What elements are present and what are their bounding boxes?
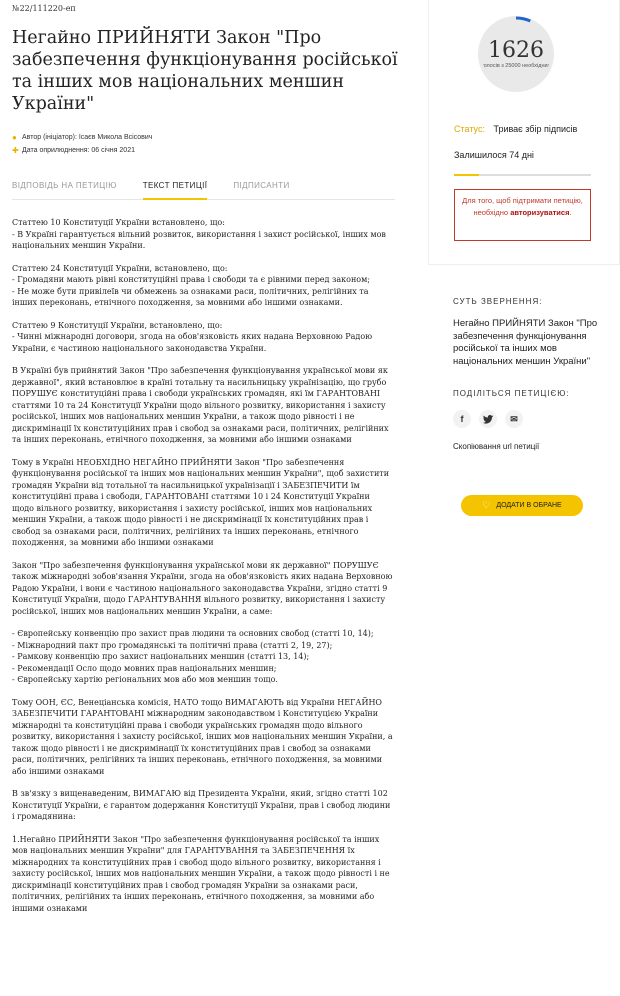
- time-progress-bar: [454, 174, 591, 176]
- plus-icon: ✚: [12, 146, 19, 155]
- facebook-icon[interactable]: f: [453, 410, 471, 428]
- body-paragraph: Тому в Україні НЕОБХІДНО НЕГАЙНО ПРИЙНЯТИ Закон "Про забезпечення функціонування російської та інших мов національних меншин України", щоб захистити громадян України від тотальної та насильницької українізації і ЗАБЕЗПЕЧИТИ їм конституційні права і свободи, ГАРАНТОВАНІ статтями 10 і 24 Конституції України щодо вільного розвитку, використання і захисту російської, інших мов національних меншин України, а також щодо рівності і не дискримінації їх конституційних прав і свобод за ознаками раси, політичних, релігійних та інших переконань, етнічного походження, за мовними або іншими ознаками: [12, 457, 390, 547]
- body-paragraph: - Європейську конвенцію про захист прав людини та основних свобод (статті 10, 14); - Міжнародний пакт про громадянські та політичні права (статті 2, 19, 27); - Рамкову конвенцію про захист національних меншин (статті 13, 14); - Рекомендації Осло щодо мовних прав національних меншин; - Європейську хартію регіональних мов або мов меншин тощо.: [12, 629, 374, 684]
- body-paragraph: Тому ООН, ЄС, Венеціанська комісія, НАТО тощо ВИМАГАЮТЬ від України НЕГАЙНО ЗАБЕЗПЕЧИТИ ГАРАНТОВАНІ міжнародним законодавством і Конституцією України міжнародні та конституційні права і свободи українських громадян щодо вільного розвитку, використання і захисту російської, інших мов національних меншин України, а також щодо рівності і не дискримінації їх конституційних прав і свобод за ознаками раси, політичних, релігійних та інших переконань, етнічного походження, за мовними або іншими ознаками: [12, 697, 393, 776]
- share-buttons: [453, 410, 531, 428]
- body-paragraph: Статтею 10 Конституції України встановлено, що: - В Україні гарантується вільний розвиток, використання і захист російської, інших мов національних меншин України.: [12, 218, 386, 250]
- status-label: Статус:: [454, 124, 485, 134]
- essence-title: СУТЬ ЗВЕРНЕННЯ:: [453, 297, 543, 306]
- signature-card: [428, 0, 620, 265]
- date-text: Дата оприлюднення: 06 січня 2021: [22, 147, 135, 154]
- body-paragraph: В Україні був прийнятий Закон "Про забезпечення функціонування української мови як державної", який встановлює в країні тотальну та насильницьку українізацію, що грубо ПОРУШУЄ конституційні права і свободи українських громадян, які їм ГАРАНТОВАНІ статтями 10 та 24 Конституції України щодо вільного розвитку, використання і захисту російської, інших мов національних меншин України, а також щодо рівності і не дискримінації їх конституційних прав і свобод за ознаками раси, політичних, релігійних та інших переконань, етнічного походження, за мовними або іншими ознаками: [12, 366, 389, 444]
- votes-count: 1626: [488, 37, 544, 63]
- body-paragraph: 1.Негайно ПРИЙНЯТИ Закон "Про забезпечення функціонування російської та інших мов національних меншин України" для ГАРАНТУВАННЯ та ЗАБЕЗПЕЧЕННЯ їх міжнародних та конституційних прав і свобод щодо вільного розвитку, використання і захисту російської, інших мов національних меншин України, а також щодо рівності і не дискримінації конституційних прав і свобод громадян України за ознаками раси, політичних, релігійних та інших переконань, етнічного походження, за мовними або іншими ознаками: [12, 834, 390, 913]
- essence-text: Негайно ПРИЙНЯТИ Закон "Про забезпечення функціонування російської та інших мов національних меншин України": [453, 318, 598, 367]
- heart-icon: ♡: [482, 500, 491, 510]
- votes-progress-arc: [478, 16, 554, 92]
- date-row: [12, 144, 404, 157]
- twitter-icon[interactable]: [479, 410, 497, 428]
- auth-notice: [454, 189, 591, 241]
- share-title: ПОДІЛІТЬСЯ ПЕТИЦІЄЮ:: [453, 389, 570, 398]
- petition-number: №22/111220-еп: [12, 4, 76, 13]
- body-paragraph: В зв'язку з вищенаведеним, ВИМАГАЮ від Президента України, який, згідно статті 102 Конституції України, є гарантом додержання Конституції України, прав і свобод людини і громадянина:: [12, 789, 391, 821]
- votes-counter: [478, 16, 554, 92]
- author-text: Автор (ініціатор): Ісаєв Микола Всісович: [22, 134, 153, 141]
- page-title: Негайно ПРИЙНЯТИ Закон "Про забезпечення функціонування російської та інших мов національних меншин України": [12, 28, 398, 114]
- auth-link[interactable]: авторизуватися: [510, 208, 570, 217]
- status-value: Триває збір підписів: [493, 124, 578, 134]
- petition-tabs: [12, 179, 395, 200]
- time-progress-fill: [454, 174, 479, 176]
- tab-signers[interactable]: ПІДПИСАНТИ: [233, 181, 290, 190]
- favorites-label: ДОДАТИ В ОБРАНЕ: [496, 502, 562, 509]
- main-content: [12, 0, 404, 925]
- tab-petition-text[interactable]: ТЕКСТ ПЕТИЦІЇ: [143, 179, 208, 200]
- remaining-days: Залишилося 74 дні: [454, 150, 534, 160]
- sidebar: [428, 0, 620, 510]
- copy-url-link[interactable]: Скопіювання url петиції: [453, 442, 540, 451]
- auth-notice-suffix: .: [569, 208, 572, 217]
- user-icon: ●: [12, 133, 17, 142]
- status-row: [454, 124, 577, 134]
- body-paragraph: Статтею 24 Конституції України, встановлено, що: - Громадяни мають рівні конституційні права і свободи та є рівними перед законом; - Не може бути привілеїв чи обмежень за ознаками раси, політичних, релігійних та інших переконань, етнічного походження, за мовними або іншими ознаками.: [12, 263, 371, 307]
- auth-notice-text: Для того, щоб підтримати петицію, необхідно: [462, 196, 583, 217]
- email-icon[interactable]: ✉: [505, 410, 523, 428]
- body-paragraph: Закон "Про забезпечення функціонування української мови як державної" ПОРУШУЄ також міжнародні зобов'язання України, згода на обов'язковість яких надана Верховною Радою України, і вони є частиною національного законодавства України, згідно статті 9 Конституції України, щодо ГАРАНТУВАННЯ вільного розвитку, використання і захисту російської, інших мов національних меншин України, а саме:: [12, 560, 393, 616]
- votes-caption: голосів з 25000 необхідних: [481, 62, 551, 69]
- body-paragraph: Статтею 9 Конституції України, встановлено, що: - Чинні міжнародні договори, згода на обов'язковість яких надана Верховною Радою України, є частиною національного законодавства України.: [12, 320, 373, 353]
- twitter-bird-icon: [483, 415, 493, 424]
- add-to-favorites-button[interactable]: [461, 495, 583, 516]
- petition-meta: [12, 131, 404, 157]
- tab-answer[interactable]: ВІДПОВІДЬ НА ПЕТИЦІЮ: [12, 181, 117, 190]
- author-row: [12, 131, 404, 144]
- petition-body: [12, 217, 394, 914]
